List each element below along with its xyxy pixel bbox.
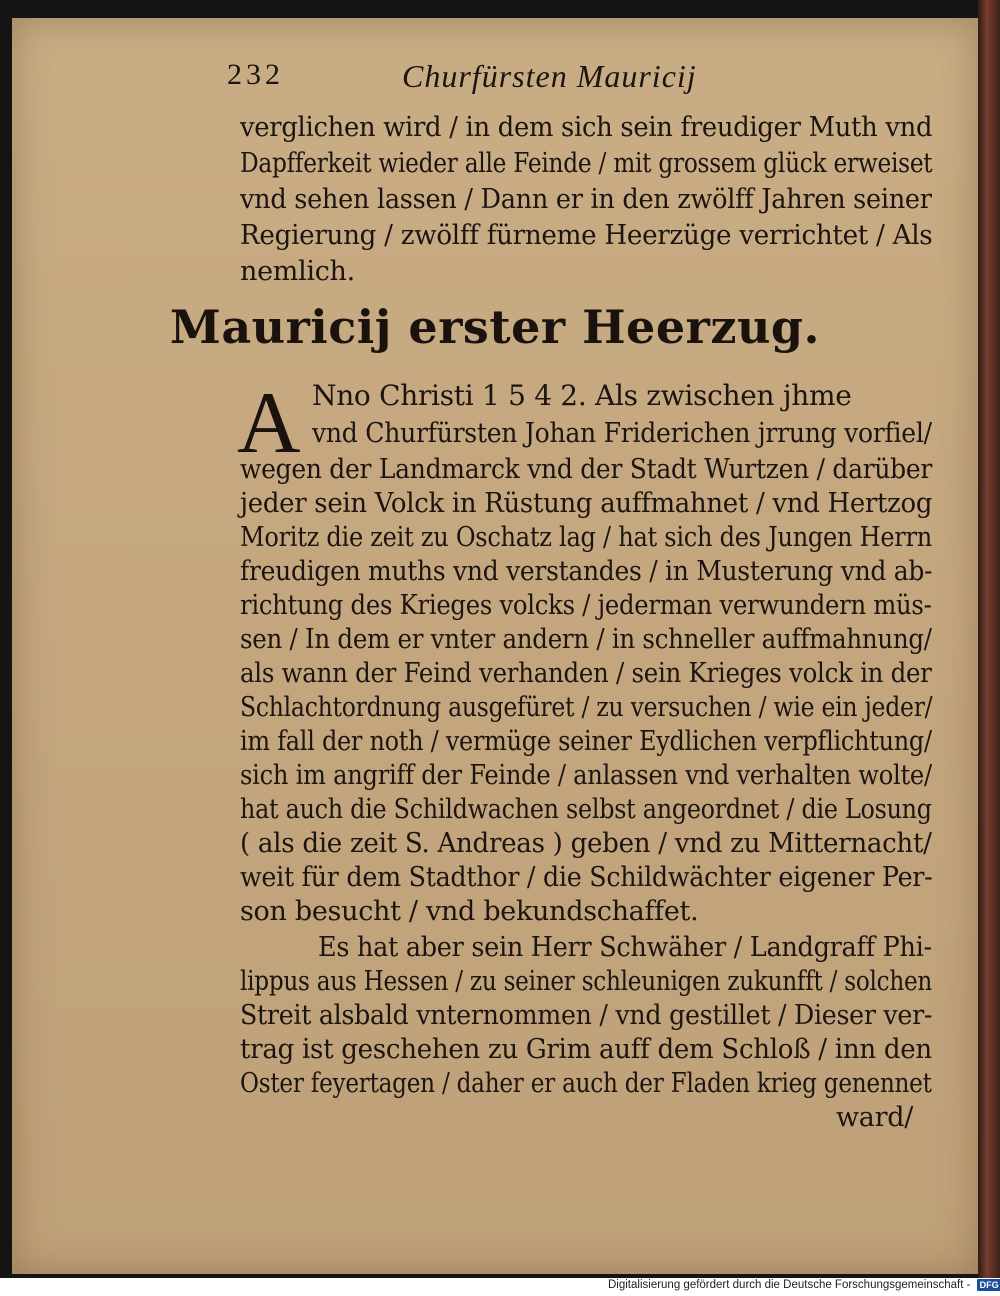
text-line: sen / In dem er vnter andern / in schneller auffmahnung/ [240,624,932,655]
drop-cap: A [237,375,301,472]
digitization-credit [608,1279,1000,1295]
section-heading: Mauricij erster Heerzug. [169,300,821,354]
text-line: Es hat aber sein Herr Schwäher / Landgraff Phi- [318,932,932,963]
text-line: Moritz die zeit zu Oschatz lag / hat sich des Jungen Herrn [240,522,932,553]
page-number: 232 [227,58,284,91]
text-line: Dapfferkeit wieder alle Feinde / mit grossem glück erweiset [240,148,933,179]
text-line: ( als die zeit S. Andreas ) geben / vnd zu Mitternacht/ [240,828,932,859]
dfg-logo: DFG [977,1279,1000,1291]
text-line: lippus aus Hessen / zu seiner schleunigen zukunfft / solchen [240,966,933,997]
catchword: ward/ [836,1102,913,1133]
book-page [12,18,978,1274]
text-line: freudigen muths vnd verstandes / in Musterung vnd ab- [240,556,933,587]
text-line: Schlachtordnung ausgefüret / zu versuchen / wie ein jeder/ [240,692,933,723]
credit-text: Digitalisierung gefördert durch die Deutsche Forschungsgemeinschaft - [608,1279,971,1292]
running-head: Churfürsten Mauricij [402,58,697,94]
text-line: trag ist geschehen zu Grim auff dem Schloß / inn den [240,1034,932,1065]
text-line: im fall der noth / vermüge seiner Eydlichen verpflichtung/ [240,726,932,757]
text-line: jeder sein Volck in Rüstung auffmahnet / vnd Hertzog [240,488,933,519]
text-line: Nno Christi 1 5 4 2. Als zwischen jhme [312,379,852,412]
text-line: sich im angriff der Feinde / anlassen vnd verhalten wolte/ [240,760,932,791]
text-line: richtung des Krieges volcks / jederman verwundern müs- [240,590,932,621]
text-line: Regierung / zwölff fürneme Heerzüge verrichtet / Als [240,220,933,251]
page-header [227,58,787,102]
text-line: son besucht / vnd bekundschaffet. [240,896,699,927]
text-line: verglichen wird / in dem sich sein freudiger Muth vnd [240,112,933,143]
text-line: Oster feyertagen / daher er auch der Fladen krieg genennet [240,1068,932,1099]
text-line: weit für dem Stadthor / die Schildwächter eigener Per- [240,862,933,893]
text-line: hat auch die Schildwachen selbst angeordnet / die Losung [240,794,932,825]
text-line: als wann der Feind verhanden / sein Krieges volck in der [240,658,932,689]
book-edge [978,0,1000,1278]
text-line: vnd Churfürsten Johan Friderichen jrrung vorfiel/ [312,418,932,449]
text-line: nemlich. [240,256,355,287]
text-line: wegen der Landmarck vnd der Stadt Wurtzen / darüber [240,454,933,485]
text-line: vnd sehen lassen / Dann er in den zwölff Jahren seiner [240,184,932,215]
text-line: Streit alsbald vnternommen / vnd gestillet / Dieser ver- [240,1000,933,1031]
